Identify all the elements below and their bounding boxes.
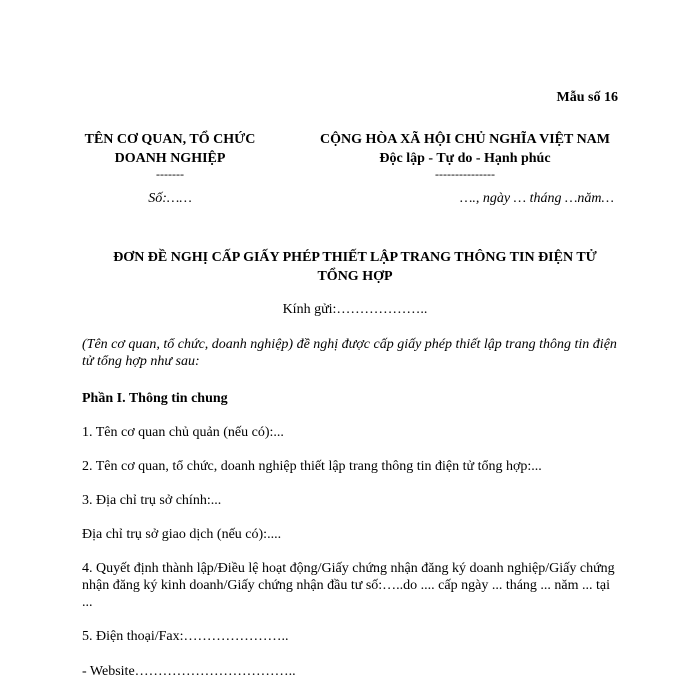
item-2: 2. Tên cơ quan, tổ chức, doanh nghiệp thiết lập trang thông tin điện tử tổng hợp:... — [82, 459, 542, 474]
document-body — [82, 336, 622, 679]
agency-name-line2: DOANH NGHIỆP — [114, 151, 226, 166]
agency-divider: ------- — [156, 167, 184, 181]
national-header — [270, 130, 660, 180]
item-4: 4. Quyết định thành lập/Điều lệ hoạt động/Giấy chứng nhận đăng ký doanh nghiệp/Giấy chứng nhận đăng ký kinh doanh/Giấy chứng nhận đầu tư số:…..do .... cấp ngày ... tháng ... năm ... tại ... — [82, 561, 615, 610]
item-6: - Website…………………………….. — [82, 664, 296, 679]
section-heading: Phần I. Thông tin chung — [82, 391, 228, 406]
document-title-line2: TỔNG HỢP — [317, 269, 393, 284]
document-title — [70, 248, 640, 286]
item-5: 5. Điện thoại/Fax:………………….. — [82, 629, 289, 644]
intro-paragraph: (Tên cơ quan, tổ chức, doanh nghiệp) đề nghị được cấp giấy phép thiết lập trang thông tin điện tử tổng hợp như sau: — [82, 337, 617, 369]
national-motto: Độc lập - Tự do - Hạnh phúc — [379, 151, 551, 166]
document-date: …., ngày … tháng …năm… — [459, 191, 614, 206]
document-number: Số:…… — [148, 191, 192, 206]
recipient-line: Kính gửi:……………….. — [282, 302, 428, 317]
form-number: Mẫu số 16 — [556, 90, 618, 105]
document-title-line1: ĐƠN ĐỀ NGHỊ CẤP GIẤY PHÉP THIẾT LẬP TRANG THÔNG TIN ĐIỆN TỬ — [113, 250, 597, 265]
agency-name-line1: TÊN CƠ QUAN, TỔ CHỨC — [84, 132, 256, 147]
item-3: 3. Địa chỉ trụ sở chính:... — [82, 493, 222, 508]
item-3b: Địa chỉ trụ sở giao dịch (nếu có):.... — [82, 527, 282, 542]
agency-header — [70, 130, 270, 180]
national-title: CỘNG HÒA XÃ HỘI CHỦ NGHĨA VIỆT NAM — [319, 132, 610, 147]
national-divider: --------------- — [435, 167, 495, 181]
item-1: 1. Tên cơ quan chủ quản (nếu có):... — [82, 425, 284, 440]
